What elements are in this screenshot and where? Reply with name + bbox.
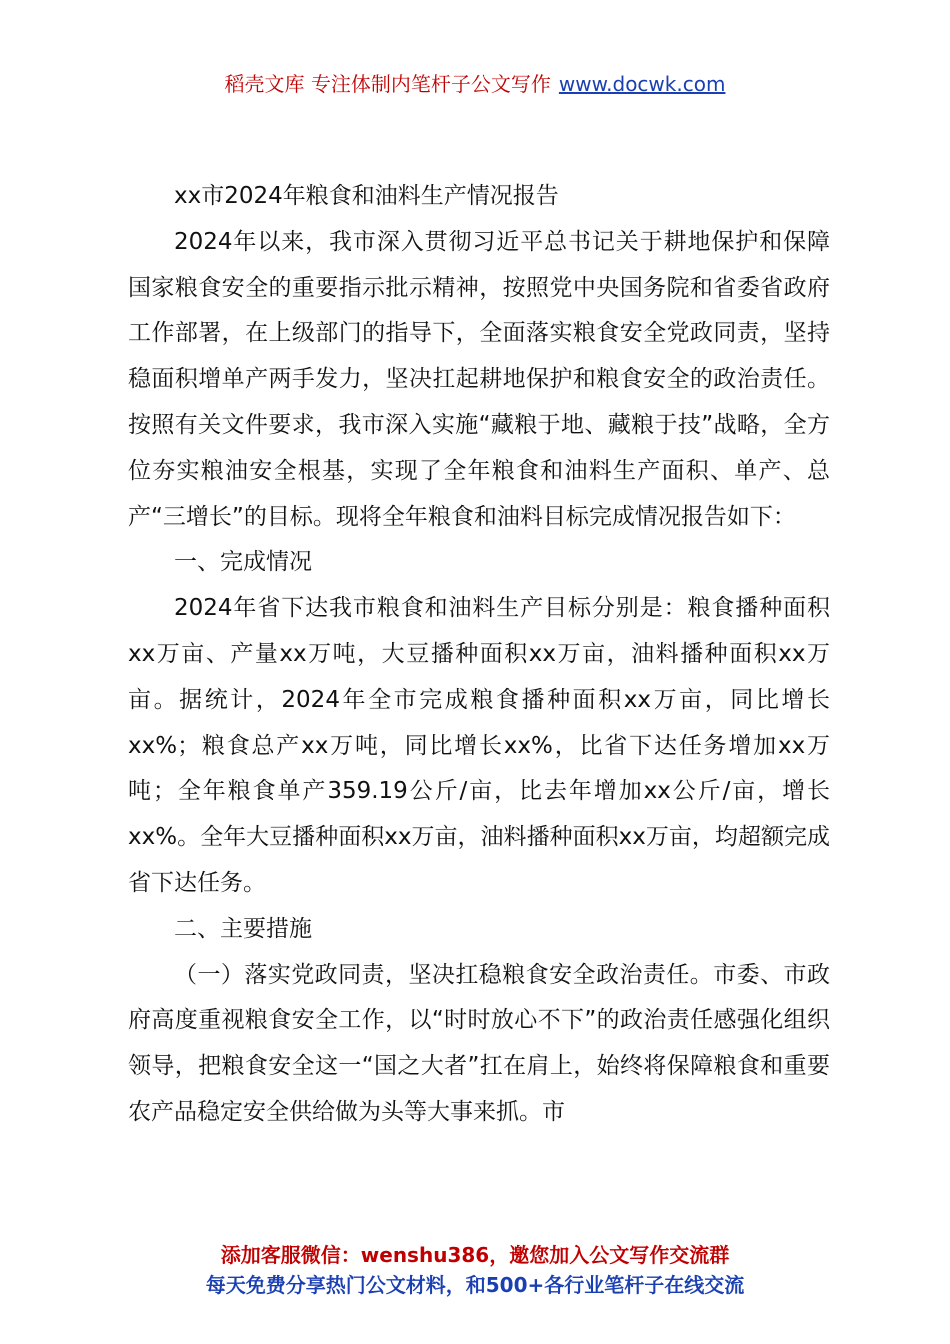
footer-promo-line: 每天免费分享热门公文材料，和500+各行业笔杆子在线交流 [205, 1273, 745, 1297]
page-header [0, 70, 950, 98]
document-title: xx市2024年粮食和油料生产情况报告 [174, 183, 559, 209]
intro-paragraph: 2024年以来，我市深入贯彻习近平总书记关于耕地保护和保障国家粮食安全的重要指示批示精神，按照党中央国务院和省委省政府工作部署，在上级部门的指导下，全面落实粮食安全党政同责，坚持稳面积增单产两手发力，坚决扛起耕地保护和粮食安全的政治责任。按照有关文件要求，我市深入实施“藏粮于地、藏粮于技”战略，全方位夯实粮油安全根基，实现了全年粮食和油料生产面积、单产、总产“三增长”的目标。现将全年粮食和油料目标完成情况报告如下： [128, 228, 830, 530]
section-heading-completion: 一、完成情况 [174, 549, 312, 576]
completion-paragraph: 2024年省下达我市粮食和油料生产目标分别是：粮食播种面积xx万亩、产量xx万吨，大豆播种面积xx万亩，油料播种面积xx万亩。据统计，2024年全市完成粮食播种面积xx万亩，同比增长xx%；粮食总产xx万吨，同比增长xx%，比省下达任务增加xx万吨；全年粮食单产359.19公斤/亩，比去年增加xx公斤/亩，增长xx%。全年大豆播种面积xx万亩，油料播种面积xx万亩，均超额完成省下达任务。 [128, 595, 830, 896]
page-footer [0, 1240, 950, 1300]
document-body [128, 174, 830, 1136]
measure-paragraph-1: （一）落实党政同责，坚决扛稳粮食安全政治责任。市委、市政府高度重视粮食安全工作，以“时时放心不下”的政治责任感强化组织领导，把粮食安全这一“国之大者”扛在肩上，始终将保障粮食和重要农产品稳定安全供给做为头等大事来抓。市 [128, 961, 830, 1125]
section-heading-measures: 二、主要措施 [174, 915, 312, 942]
site-slogan: 稻壳文库 专注体制内笔杆子公文写作 [224, 72, 551, 96]
footer-contact-line: 添加客服微信：wenshu386，邀您加入公文写作交流群 [220, 1243, 730, 1267]
site-url-link[interactable]: www.docwk.com [558, 72, 726, 96]
